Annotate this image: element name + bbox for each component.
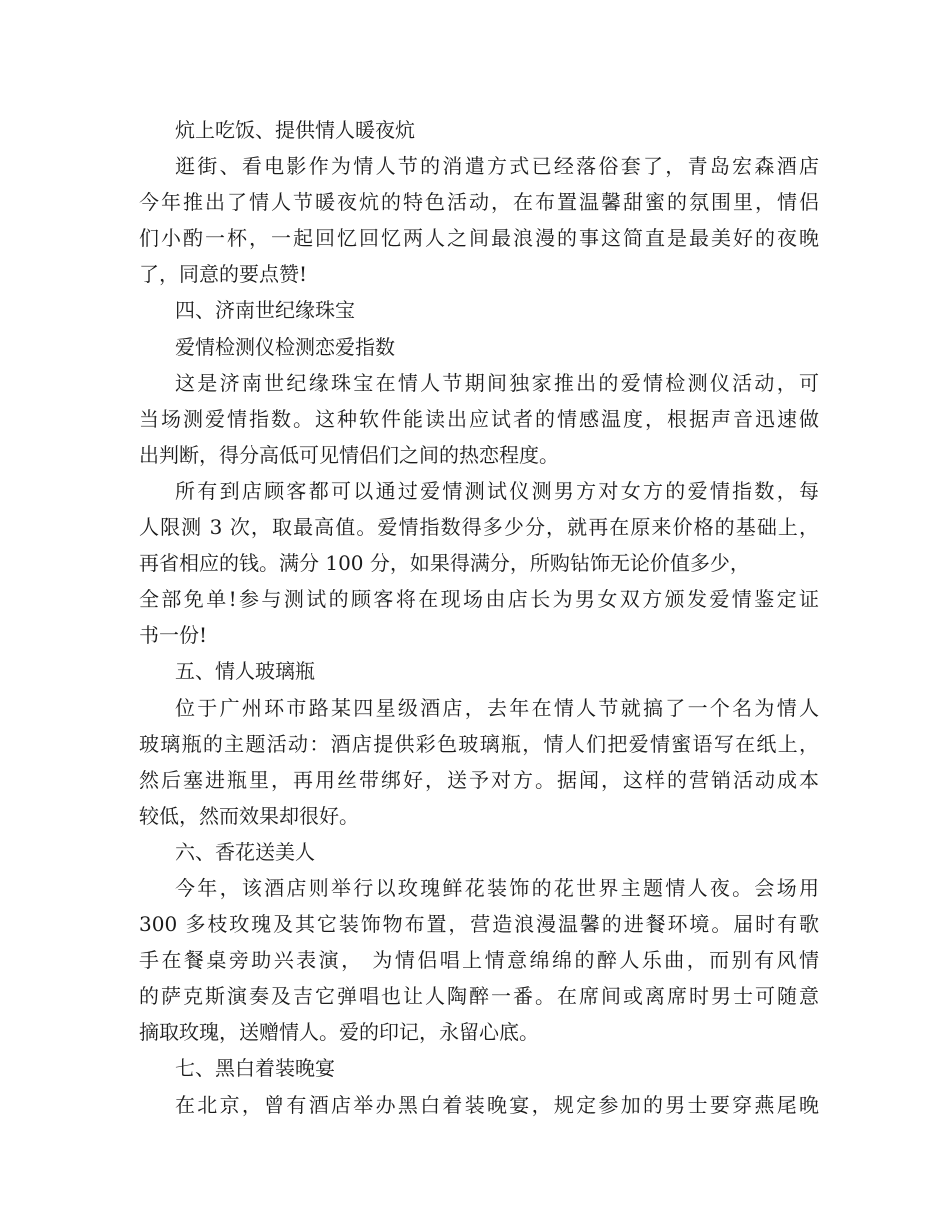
- paragraph-line: 逛街、看电影作为情人节的消遣方式已经落俗套了，青岛宏森酒店: [175, 154, 819, 179]
- section-heading: 爱情检测仪检测恋爱指数: [175, 334, 395, 359]
- section-heading: 六、香花送美人: [175, 839, 315, 864]
- paragraph-line: 们小酌一杯，一起回忆回忆两人之间最浪漫的事这简直是最美好的夜晚: [139, 226, 819, 251]
- paragraph-line: 位于广州环市路某四星级酒店，去年在情人节就搞了一个名为情人: [175, 695, 819, 720]
- paragraph-line: 300 多枝玫瑰及其它装饰物布置，营造浪漫温馨的进餐环境。届时有歌: [139, 912, 819, 937]
- document-body: [139, 112, 819, 1123]
- paragraph-line: 出判断，得分高低可见情侣们之间的热恋程度。: [139, 442, 559, 467]
- paragraph-line: 当场测爱情指数。这种软件能读出应试者的情感温度，根据声音迅速做: [139, 406, 819, 431]
- section-heading: 炕上吃饭、提供情人暖夜炕: [175, 118, 415, 142]
- paragraph-line: 全部免单!参与测试的顾客将在现场由店长为男女双方颁发爱情鉴定证: [139, 587, 819, 612]
- paragraph-line: 手在餐桌旁助兴表演， 为情侣唱上情意绵绵的醉人乐曲，而别有风情: [139, 948, 819, 973]
- section-heading: 七、黑白着装晚宴: [175, 1056, 335, 1081]
- paragraph-line: 的萨克斯演奏及吉它弹唱也让人陶醉一番。在席间或离席时男士可随意: [139, 984, 819, 1009]
- section-heading: 四、济南世纪缘珠宝: [175, 298, 355, 323]
- paragraph-line: 较低，然而效果却很好。: [139, 803, 359, 828]
- paragraph-line: 人限测 3 次，取最高值。爱情指数得多少分，就再在原来价格的基础上，: [139, 515, 819, 540]
- section-heading: 五、情人玻璃瓶: [175, 659, 315, 684]
- paragraph-line: 在北京，曾有酒店举办黑白着装晚宴，规定参加的男士要穿燕尾晚: [175, 1092, 819, 1117]
- paragraph-line: 玻璃瓶的主题活动：酒店提供彩色玻璃瓶，情人们把爱情蜜语写在纸上，: [139, 731, 819, 756]
- paragraph-line: 所有到店顾客都可以通过爱情测试仪测男方对女方的爱情指数，每: [175, 478, 819, 503]
- paragraph-line: 今年推出了情人节暖夜炕的特色活动，在布置温馨甜蜜的氛围里，情侣: [139, 190, 819, 215]
- paragraph-line: 了，同意的要点赞!: [139, 262, 308, 287]
- paragraph-line: 书一份!: [139, 623, 208, 648]
- paragraph-line: 今年，该酒店则举行以玫瑰鲜花装饰的花世界主题情人夜。会场用: [175, 875, 819, 900]
- paragraph-line: 这是济南世纪缘珠宝在情人节期间独家推出的爱情检测仪活动，可: [175, 370, 819, 395]
- paragraph-line: 然后塞进瓶里，再用丝带绑好，送予对方。据闻，这样的营销活动成本: [139, 767, 819, 792]
- paragraph-line: 再省相应的钱。满分 100 分，如果得满分，所购钻饰无论价值多少，: [139, 551, 750, 576]
- paragraph-line: 摘取玫瑰，送赠情人。爱的印记，永留心底。: [139, 1020, 539, 1045]
